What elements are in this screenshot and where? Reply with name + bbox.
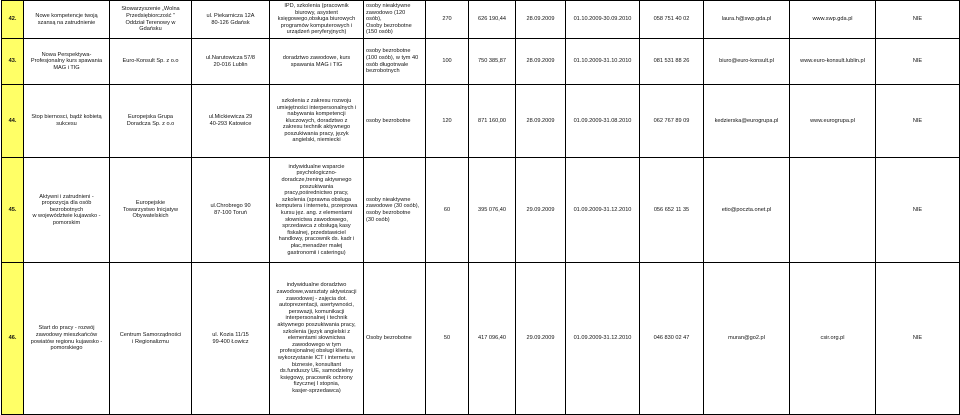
target-group: osoby nieaktywne zawodowo (120 osób), Osoby bezrobotne (150 osób) xyxy=(364,1,426,39)
project-title: Nowe kompetencje twoją szansą na zatrudnienie xyxy=(24,1,110,39)
target-group: Osoby bezrobotne xyxy=(364,263,426,415)
row-number: 46. xyxy=(2,263,24,415)
table-row xyxy=(2,1,960,39)
organization-address: ul.Mickiewicza 29 40-293 Katowice xyxy=(192,85,270,158)
organization-address: ul. Piekarnicza 12A 80-126 Gdańsk xyxy=(192,1,270,39)
participants-count: 120 xyxy=(426,85,469,158)
website: www.eurogrupa.pl xyxy=(790,85,876,158)
project-title: Start do pracy - rozwój zawodowy mieszkańców powiatów regionu kujawsko - pomorskiego xyxy=(24,263,110,415)
row-number: 43. xyxy=(2,39,24,85)
projects-table xyxy=(1,0,960,415)
project-amount: 750 385,87 xyxy=(469,39,516,85)
organization-name: Euro-Konsult Sp. z o.o xyxy=(110,39,192,85)
organization-name: Stowarzyszenie „Wolna Przedsiębiorczość ” Oddział Terenowy w Gdańsku xyxy=(110,1,192,39)
participants-count: 270 xyxy=(426,1,469,39)
signing-date: 29.09.2009 xyxy=(516,263,566,415)
row-number: 45. xyxy=(2,158,24,263)
website xyxy=(790,158,876,263)
project-amount: 395 076,40 xyxy=(469,158,516,263)
support-scope: IPD, szkolenia (pracownik biurowy, asystent księgowego,obsługa biurowych programów komputerowych i urządzeń peryferyjnych) xyxy=(270,1,364,39)
email-address: kedzierska@eurogrupa.pl xyxy=(704,85,790,158)
flag-value: NIE xyxy=(876,1,960,39)
participants-count: 100 xyxy=(426,39,469,85)
project-amount: 871 160,00 xyxy=(469,85,516,158)
table-row xyxy=(2,39,960,85)
participants-count: 50 xyxy=(426,263,469,415)
flag-value: NIE xyxy=(876,158,960,263)
row-number: 42. xyxy=(2,1,24,39)
organization-name: Europejskie Towarzystwo Inicjatyw Obywatelskich xyxy=(110,158,192,263)
project-period: 01.09.2009-31.12.2010 xyxy=(566,158,640,263)
organization-address: ul.Narutowicza 57/8 20-016 Lublin xyxy=(192,39,270,85)
phone-number: 046 830 02 47 xyxy=(640,263,704,415)
table-row xyxy=(2,85,960,158)
website: www.swp.gda.pl xyxy=(790,1,876,39)
target-group: osoby bezrobotne xyxy=(364,85,426,158)
support-scope: indywidualne wsparcie psychologiczno- doradcze,trening aktywnego poszukiwania pracy,pośrednictwo pracy, szkolenia (sprawna obsługa komputera i internetu, przeprowa kursu jęz. ang. z elementami słownictwa zawodowego, sprzedawca z obsługą kasy fiskalnej, przedstawiciel handlowy, pracownik ds. kadr i płac,menadżer małej gastronomii i cateringu) xyxy=(270,158,364,263)
phone-number: 081 531 88 26 xyxy=(640,39,704,85)
row-number: 44. xyxy=(2,85,24,158)
project-amount: 626 190,44 xyxy=(469,1,516,39)
phone-number: 062 767 89 09 xyxy=(640,85,704,158)
project-amount: 417 096,40 xyxy=(469,263,516,415)
organization-name: Europejska Grupa Doradcza Sp. z o.o xyxy=(110,85,192,158)
project-period: 01.10.2009-30.09.2010 xyxy=(566,1,640,39)
signing-date: 29.09.2009 xyxy=(516,158,566,263)
support-scope: doradztwo zawodowe, kurs spawania MAG i TIG xyxy=(270,39,364,85)
organization-name: Centrum Samorządności i Regionalizmu xyxy=(110,263,192,415)
project-title: Stop biernosci, bądź kobietą sukcesu xyxy=(24,85,110,158)
website: csir.org.pl xyxy=(790,263,876,415)
organization-address: ul. Kozia 11/15 99-400 Łowicz xyxy=(192,263,270,415)
phone-number: 056 652 11 35 xyxy=(640,158,704,263)
signing-date: 28.09.2009 xyxy=(516,39,566,85)
flag-value: NIE xyxy=(876,39,960,85)
email-address: etio@poczta.onet.pl xyxy=(704,158,790,263)
table-row xyxy=(2,263,960,415)
support-scope: szkolenia z zakresu rozwoju umiejętności interpersonalnych i nabywania kompetencji kluczowych, doradztwo z zakresu technik aktywnego poszukiwania pracy, język angielski, niemiecki xyxy=(270,85,364,158)
flag-value: NIE xyxy=(876,263,960,415)
signing-date: 28.09.2009 xyxy=(516,1,566,39)
support-scope: indywidualne doradztwo zawodowe,warsztaty aktywizacji zawodowej - zajęcia dot. autoprezentacji, asertywności, perswazji, komunikacji interpersonalnej i technik aktywnego poszukiwania pracy, szkolenia (język angielski z elementami słownictwa zawodowego w tym profesjonalnej obsługi klienta, wykorzystanie ICT i internetu w biznesie, konsultant ds.funduszy UE, samodzielny księgowy, pracownik ochrony fizycznej I stopnia, kasjer-sprzedawca) xyxy=(270,263,364,415)
email-address: muran@go2.pl xyxy=(704,263,790,415)
organization-address: ul.Chrobrego 90 87-100 Toruń xyxy=(192,158,270,263)
project-title: Aktywni i zatrudnieni - propozycja dla osób bezrobotnych w województwie kujawsko - pomorskim xyxy=(24,158,110,263)
project-period: 01.09.2009-31.12.2010 xyxy=(566,263,640,415)
flag-value: NIE xyxy=(876,85,960,158)
table-row xyxy=(2,158,960,263)
email-address: laura.h@swp.gda.pl xyxy=(704,1,790,39)
participants-count: 60 xyxy=(426,158,469,263)
project-period: 01.10.2009-31.10.2010 xyxy=(566,39,640,85)
project-period: 01.09.2009-31.08.2010 xyxy=(566,85,640,158)
target-group: osoby nieaktywne zawodowe (30 osób), osoby bezrobotne (30 osób) xyxy=(364,158,426,263)
phone-number: 058 751 40 02 xyxy=(640,1,704,39)
email-address: biuro@euro-konsult.pl xyxy=(704,39,790,85)
website: www.euro-konsult.lublin.pl xyxy=(790,39,876,85)
target-group: osoby bezrobotne (100 osób), w tym 40 osób długotrwale bezrobotnych xyxy=(364,39,426,85)
signing-date: 28.09.2009 xyxy=(516,85,566,158)
project-title: Nowa Perspektywa- Profesjonalny kurs spawania MAG i TIG xyxy=(24,39,110,85)
